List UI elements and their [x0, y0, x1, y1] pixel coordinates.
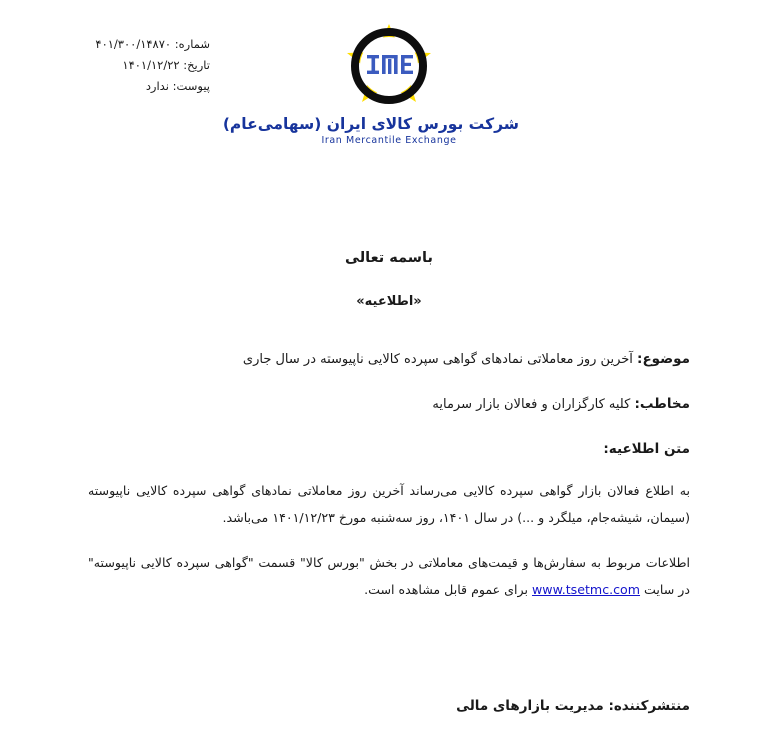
audience-label: مخاطب: — [634, 396, 690, 412]
audience-value: کلیه کارگزاران و فعالان بازار سرمایه — [432, 397, 631, 412]
organization-logo-block — [222, 22, 519, 146]
reference-date-value: ۱۴۰۱/۱۲/۲۲ — [122, 58, 180, 72]
reference-number-value: ۴۰۱/۳۰۰/۱۴۸۷۰ — [95, 37, 172, 51]
reference-attachment-value: ندارد — [145, 79, 169, 93]
paragraph-one: به اطلاع فعالان بازار گواهی سپرده کالایی می‌رساند آخرین روز معاملاتی نمادهای گواهی سپرده کالایی ناپیوسته (سیمان، شیشه‌جام، میلگرد و ...) در سال ۱۴۰۱، روز سه‌شنبه مورخ ۱۴۰۱/۱۲/۲۳ می‌باشد. — [88, 483, 690, 525]
reference-attachment-line — [0, 76, 210, 97]
reference-date-line — [0, 55, 210, 76]
document-body — [0, 150, 778, 603]
document-header — [0, 0, 778, 150]
body-heading-label: متن اطلاعیه: — [603, 441, 690, 457]
reference-number-label: شماره: — [174, 37, 210, 51]
subject-row — [0, 348, 778, 371]
reference-block — [0, 34, 210, 97]
tsetmc-link[interactable]: www.tsetmc.com — [532, 582, 641, 597]
publisher-label: منتشرکننده: — [608, 698, 690, 714]
body-heading — [0, 438, 778, 461]
paragraph-two — [0, 549, 778, 603]
paragraph-two-text-after: برای عموم قابل مشاهده است. — [364, 582, 532, 597]
audience-row — [0, 393, 778, 416]
document-footer — [0, 695, 778, 717]
paragraph-two-text-before: اطلاعات مربوط به سفارش‌ها و قیمت‌های معاملاتی در بخش "بورس کالا" قسمت "گواهی سپرده کالایی ناپیوسته" در سایت — [88, 555, 690, 597]
reference-number-line — [0, 34, 210, 55]
organization-name-en: Iran Mercantile Exchange — [321, 135, 457, 146]
reference-attachment-label: پیوست: — [172, 79, 210, 93]
reference-date-label: تاریخ: — [183, 58, 210, 72]
subject-value: آخرین روز معاملاتی نمادهای گواهی سپرده کالایی ناپیوسته در سال جاری — [242, 352, 633, 367]
announcement-title: «اطلاعیه» — [356, 294, 422, 309]
ime-logo-icon — [343, 22, 435, 110]
publisher-value: مدیریت بازارهای مالی — [456, 698, 604, 714]
organization-name-fa: شرکت بورس کالای ایران (سهامی‌عام) — [222, 115, 519, 133]
basmaleh-heading: باسمه تعالی — [345, 250, 433, 266]
subject-label: موضوع: — [637, 351, 690, 367]
